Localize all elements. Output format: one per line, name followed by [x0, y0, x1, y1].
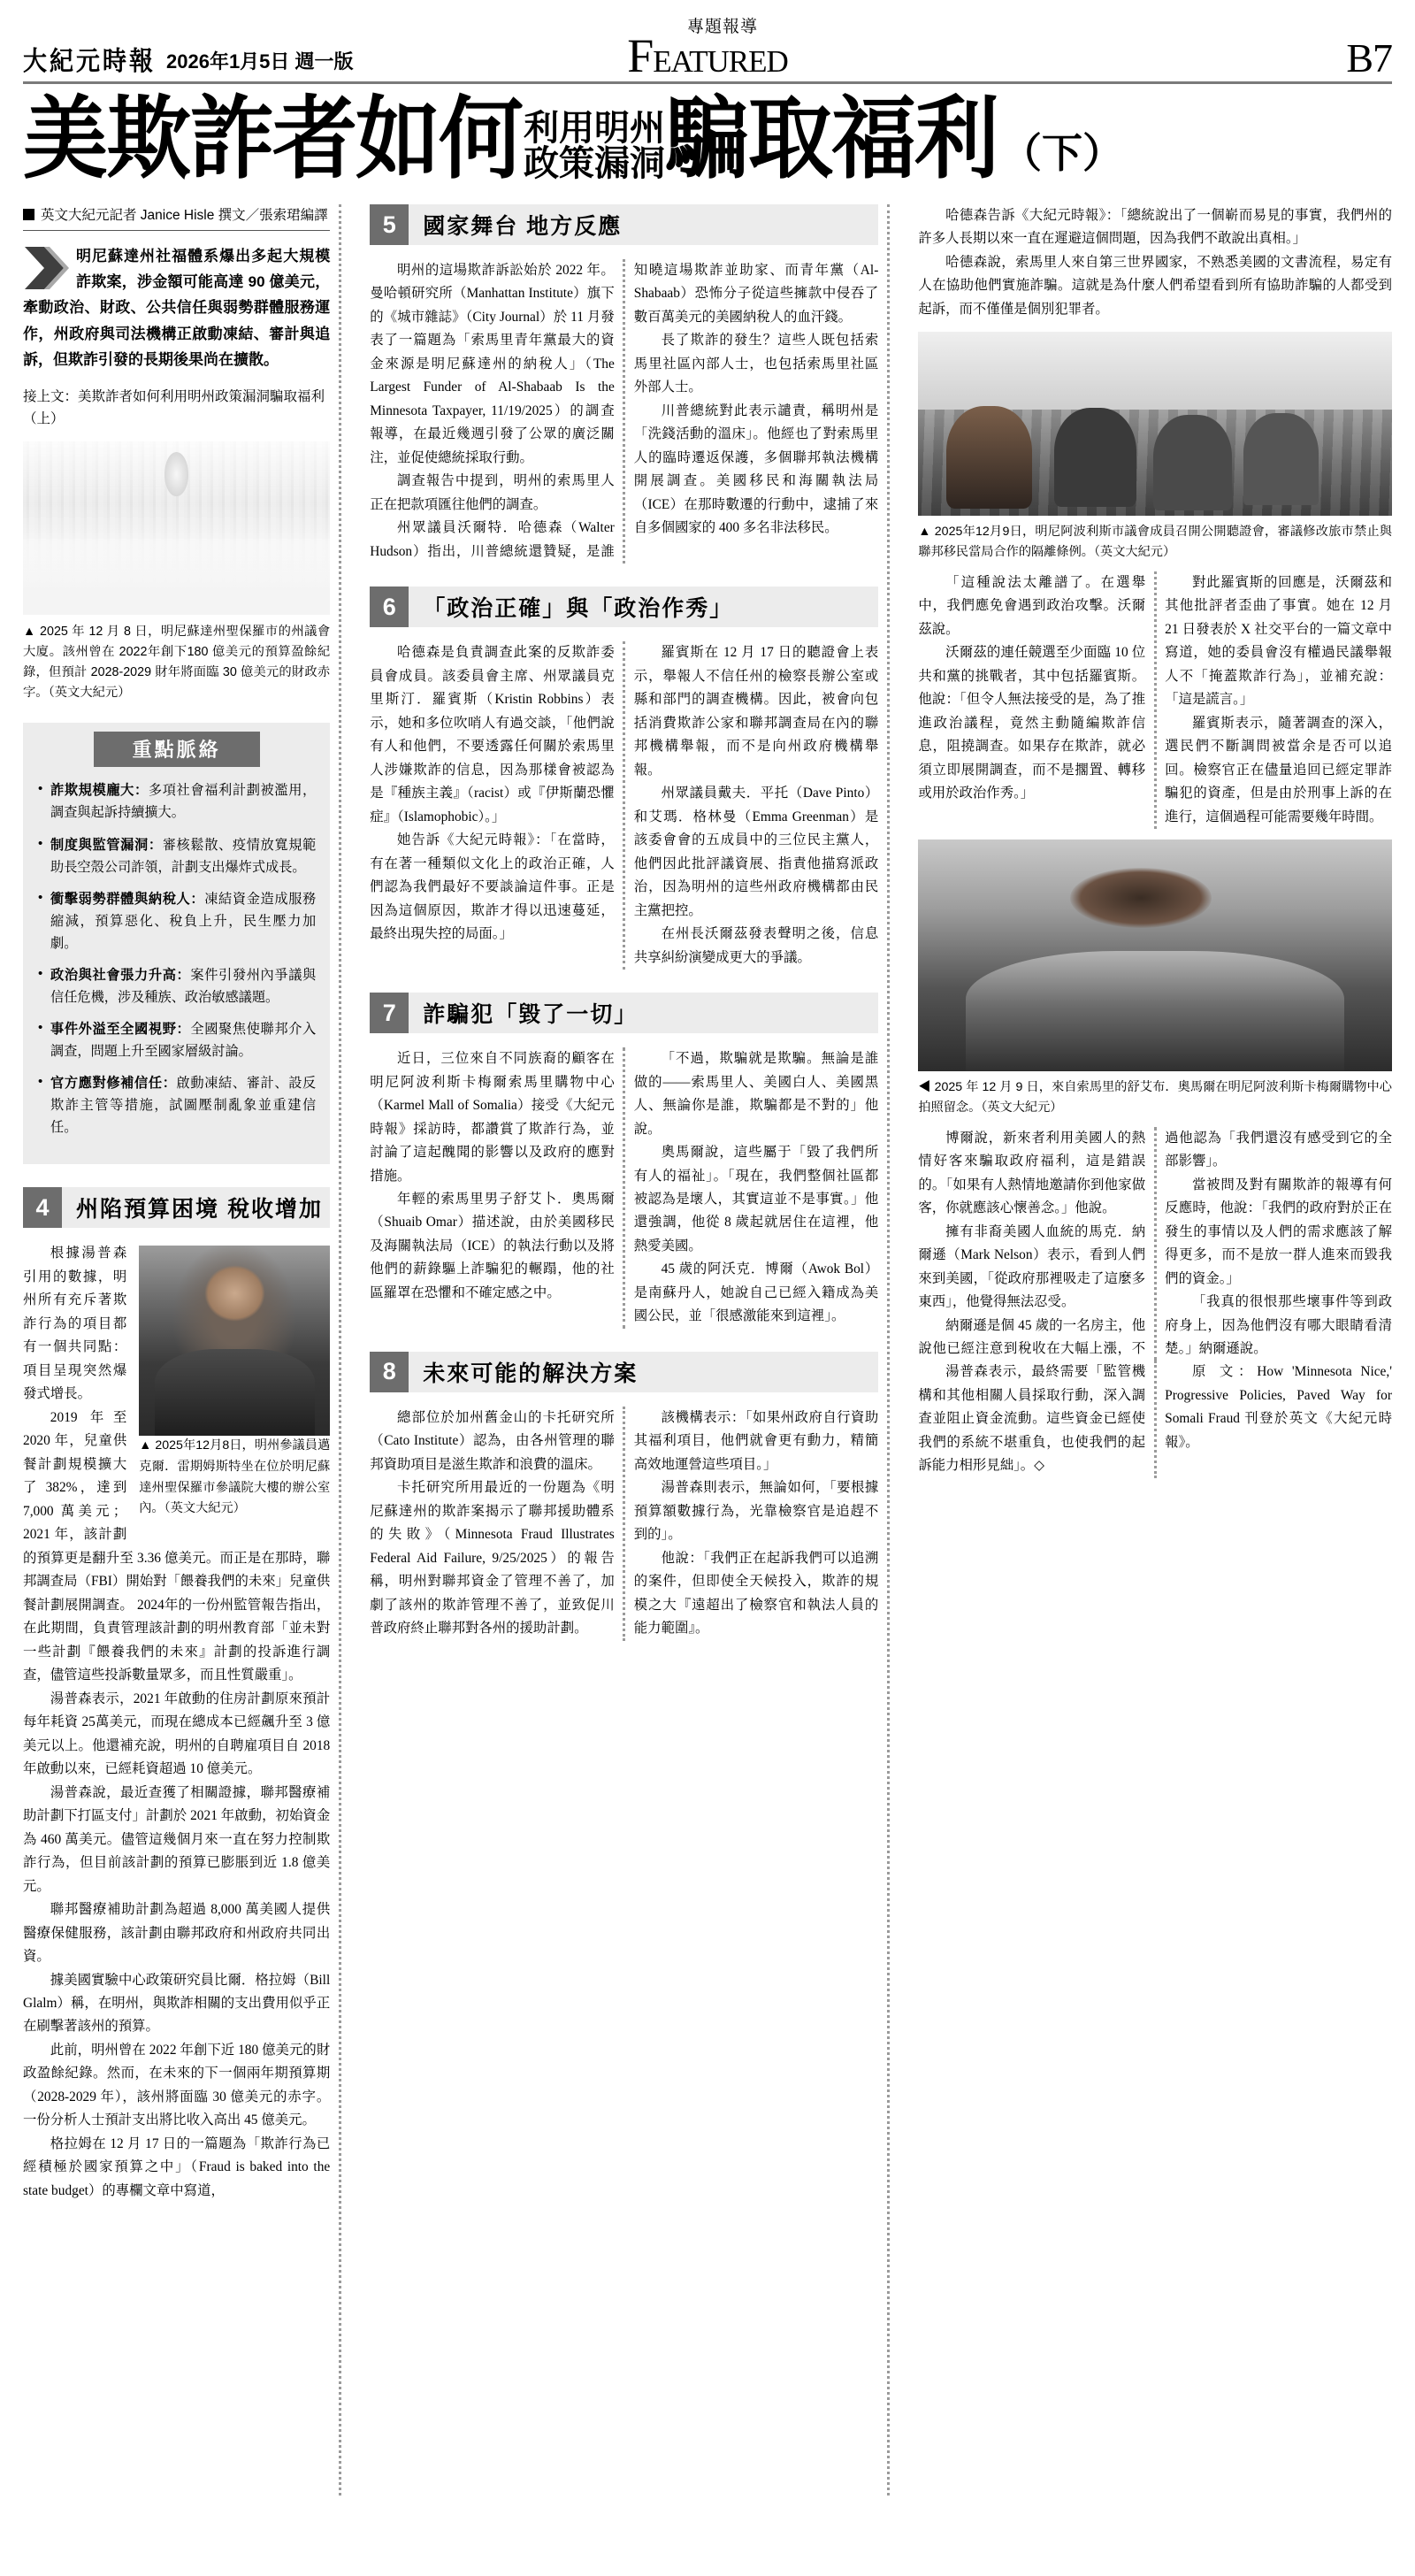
byline: [23, 204, 330, 230]
paragraph: 長了欺詐的發生？這些人既包括索馬里社區內部人士，也包括索馬里社區外部人士。: [633, 333, 879, 395]
figure-portrait-caption: ◀ 2025 年 12 月 9 日，來自索馬里的舒艾布．奧馬爾在明尼阿波利斯卡梅爾購物中心拍照留念。（英文大紀元）: [918, 1080, 1392, 1115]
section-name-english: FEATURED: [627, 29, 788, 82]
column-right: [899, 204, 1392, 2496]
paragraph: 湯普森表示，2021 年啟動的住房計劃原來預計每年耗資 25萬美元，而現在總成本已經飆升至 3 億美元以上。他還補充說，明州的自聘雇項目自 2018 年啟動以來，已經耗資超過 10 億美元。: [23, 1690, 331, 1777]
figure-portrait: [918, 840, 1392, 1117]
section-title: 詐騙犯「毀了一切」: [423, 1002, 639, 1028]
publication-logo: 大紀元時報: [23, 46, 156, 76]
section-5-body: [370, 259, 878, 564]
section-8-continuation: [918, 1361, 1392, 1477]
headline-suffix: （下）: [1001, 131, 1123, 176]
headline-subclause: [524, 108, 665, 185]
paragraph: 調查報告中提到，明州的索馬里人正在把款項匯往他們的調查。: [370, 473, 615, 512]
section-4-body: [23, 1242, 330, 2203]
key-point-text: 審核鬆散、疫情放寬規範助長空殼公司詐領，計劃支出爆炸式成長。: [50, 837, 317, 875]
key-point-text: 案件引發州內爭議與信任危機，涉及種族、政治敏感議題。: [50, 967, 317, 1006]
paragraph: 川普總統對此表示譴責，稱明州是「洗錢活動的溫床」。他經也了對索馬里人的臨時遷返保護，多個聯邦執法機構開展調查。美國移民和海關執法局（ICE）在那時數遷的行動中，逮捕了來自多個國家的 400 多名非法移民。: [633, 402, 879, 536]
section-7-body: [370, 1047, 878, 1329]
continued-from-note: 接上文：美欺詐者如何利用明州政策漏洞騙取福利（上）: [23, 389, 325, 426]
key-points-box: [23, 723, 330, 1164]
paragraph: 哈德森告訴《大紀元時報》：「總統說出了一個嶄而易見的事實，我們州的許多人長期以來一直在遲避這個問題，因為我們不敢說出真相。」: [918, 208, 1392, 247]
paragraph: 該機構表示：「如果州政府自行資助其福利項目，他們就會更有動力，精簡高效地運營這些項目。」: [633, 1409, 879, 1472]
section-number: 7: [370, 993, 409, 1033]
paragraph: 2019 年至 2020 年，兒童供餐計劃規模擴大了 382%，達到 7,000 萬美元；2021 年，該計劃的預算更是翻升至 3.36 億美元。而正是在那時，聯邦調查局（FBI）開始對「餵養我們的未來」兒童供餐計劃展開調查。 2024年的一份州監管報告指出，在此期間，負責管理該計劃的明州教育部「並未對一些計劃『餵養我們的未來』計劃的投訴進行調查，儘管這些投訴數量眾多，而且性質嚴重」。: [23, 1409, 331, 1683]
square-bullet-icon: [23, 209, 34, 220]
section-title: 「政治正確」與「政治作秀」: [423, 596, 734, 622]
figure-man-office-caption: ▲ 2025年12月8日，明州參議員邁克爾．雷期姆斯特坐在位於明尼蘇達州聖保羅市參議院大樓的辦公室內。（英文大紀元）: [139, 1438, 331, 1516]
paragraph: 羅賓斯表示，隨著調查的深入，選民們不斷調問被當余是否可以追回。檢察官正在儘量追回已經定罪詐騙犯的資產，但是由於刑事上訴的在進行，這個過程可能需要幾年時間。: [1165, 715, 1392, 824]
headline-subclause-line-2: 政策漏洞: [524, 143, 665, 183]
key-point-item: [37, 888, 316, 954]
paragraph: 博爾說，新來者利用美國人的熱情好客來騙取政府福利，這是錯誤的。「如果有人熱情地邀請你到他家做客，你就應該心懷善念。」他說。: [918, 1130, 1146, 1216]
lead-paragraph: [23, 243, 330, 372]
section-title: 國家舞台 地方反應: [423, 214, 623, 239]
paragraph: 她告訴《大紀元時報》：「在當時，有在著一種類似文化上的政治正確，人們認為我們最好不要談論這件事。正是因為這個原因，欺詐才得以迅速蔓延，最終出現失控的局面。」: [370, 832, 615, 942]
paragraph: 湯普森說，最近查獲了相關證據，聯邦醫療補助計劃下打區支付」計劃於 2021 年啟動，初始資金為 460 萬美元。儘管這幾個月來一直在努力控制欺詐行為，但目前該計劃的預算已膨脹到近 1.8 億美元。: [23, 1784, 331, 1894]
section-6-body: [370, 641, 878, 970]
key-point-item: [37, 779, 316, 824]
figure-man-office: [139, 1246, 330, 1519]
paragraph: 聯邦醫療補助計劃為超過 8,000 萬美國人提供醫療保健服務，該計劃由聯邦政府和州政府共同出資。: [23, 1902, 331, 1965]
headline-part-2: 騙取福利: [665, 88, 998, 190]
paragraph: 對此羅賓斯的回應是，沃爾茲和其他批評者歪曲了事實。她在 12 月 21 日發表於 X 社交平台的一篇文章中寫道，她的委員會沒有權過民議舉報人不「掩蓋欺詐行為」，並補充說：「這是謊言。」: [1165, 574, 1392, 708]
column-divider: [339, 204, 341, 2496]
paragraph: 45 歲的阿沃克．博爾（Awok Bol）是南蘇丹人，她說自己已經入籍成為美國公民，並「很感激能來到這裡」。: [633, 1261, 879, 1324]
byline-rule: [23, 230, 330, 231]
section-name-chinese: 專題報導: [686, 18, 759, 36]
headline-part-1: 美欺詐者如何: [23, 88, 522, 190]
key-point-lead: 詐欺規模龐大：: [50, 783, 149, 799]
key-point-text: 全國聚焦使聯邦介入調查，問題上升至國家層級討論。: [50, 1022, 317, 1060]
paragraph: 沃爾茲的連任競選至少面臨 10 位共和黨的挑戰者，其中包括羅賓斯。他說：「但令人無法接受的是，為了推進政治議程，竟然主動隨編欺詐信息，阻撓調查。如果存在欺詐，就必須立即展開調查，而不是擱置、轉移或用於政治作秀。」: [918, 645, 1146, 801]
paragraph: 「我真的很恨那些壞事件等到政府身上，因為他們沒有哪大眼睛看清楚。」納爾遜說。: [1165, 1294, 1392, 1356]
columns-container: [23, 204, 1392, 2496]
figure-council-meeting-caption: ▲ 2025年12月9日，明尼阿波利斯市議會成員召開公開聽證會，審議修改旅市禁止與聯邦移民當局合作的隔離條例。（英文大紀元）: [918, 525, 1392, 560]
section-5-continuation: [918, 204, 1392, 321]
paragraph: 擁有非裔美國人血統的馬克．納爾遜（Mark Nelson）表示，看到人們來到美國，「從政府那裡吸走了這麼多東西」，他覺得無法忍受。: [918, 1223, 1146, 1310]
section-heading-6: [370, 586, 878, 627]
paragraph: 近日，三位來自不同族裔的顧客在明尼阿波利斯卡梅爾索馬里購物中心（Karmel Mall of Somalia）接受《大紀元時報》採訪時，都讚賞了欺詐行為，並討論了這起醜聞的影響以及政府的應對措施。: [370, 1051, 615, 1184]
paragraph: 州眾議員沃爾特．哈德森（Walter Hudson）指出，川普總統還贊疑，是誰知曉這場欺詐並助家、而青年黨（Al-Shabaab）恐怖分子從這些擁款中侵吞了數百萬美元的美國納稅人的血汗錢。: [370, 263, 879, 559]
paragraph: 原 文：How 'Minnesota Nice,' Progressive Policies, Paved Way for Somali Fraud 刊登於英文《大紀元時報》。: [1165, 1364, 1392, 1450]
key-points-list: [37, 779, 316, 1138]
paragraph: 州眾議員戴夫．平托（Dave Pinto）和艾瑪．格林曼（Emma Greenman）是該委會會的五成員中的三位民主黨人，他們因此批評議資展、指責他描寫派政治，因為明州的這些州政府機構都由民主黨把控。: [633, 786, 879, 918]
paragraph: 根據湯普森引用的數據，明州所有充斥著欺詐行為的項目都有一個共同點：項目呈現突然爆發式增長。: [23, 1246, 127, 1402]
byline-text: 英文大紀元記者 Janice Hisle 撰文／張索珺編譯: [41, 208, 328, 223]
key-point-item: [37, 964, 316, 1008]
paragraph: 格拉姆在 12 月 17 日的一篇題為「欺詐行為已經積極於國家預算之中」（Fraud is baked into the state budget）的專欄文章中寫道，: [23, 2135, 331, 2198]
paragraph: 他說：「我們正在起訴我們可以追溯的案件，但即使全天候投入，欺詐的規模之大『遠超出了檢察官和執法人員的能力範圍』。: [633, 1550, 879, 1637]
paragraph: 此前，明州曾在 2022 年創下近 180 億美元的財政盈餘紀錄。然而，在未來的下一個兩年期預算期（2028-2029 年），該州將面臨 30 億美元的赤字。一份分析人士預計支出將比收入高出 45 億美元。: [23, 2042, 331, 2128]
masthead: [23, 0, 1392, 81]
page-number: B7: [1346, 35, 1392, 80]
section-number: 4: [23, 1187, 62, 1228]
somali-shop-owner-photo: [918, 840, 1392, 1071]
section-heading-5: [370, 204, 878, 245]
key-point-text: 啟動凍結、審計、設反欺詐主管等措施，試圖壓制亂象並重建信任。: [50, 1076, 317, 1136]
paragraph: 在州長沃爾茲發表聲明之後，信息共享糾紛演變成更大的爭議。: [633, 926, 879, 965]
column-left: [23, 204, 330, 2496]
paragraph: 總部位於加州舊金山的卡托研究所（Cato Institute）認為，由各州管理的聯邦資助項目是滋生欺詐和浪費的溫床。: [370, 1409, 615, 1472]
section-6-continuation: [918, 571, 1392, 829]
figure-capitol-caption: ▲ 2025 年 12 月 8 日，明尼蘇達州聖保羅市的州議會大廈。該州曾在 2022年創下180 億美元的預算盈餘紀錄，但預計 2028-2029 財年將面臨 30 億美元的財政赤字。（英文大紀元）: [23, 624, 331, 701]
section-8-body: [370, 1407, 878, 1641]
double-chevron-icon: [25, 247, 69, 289]
masthead-left: [23, 42, 354, 76]
key-points-title: 重點脈絡: [94, 732, 260, 767]
key-point-lead: 衝擊弱勢群體與納稅人：: [50, 891, 205, 907]
paragraph: 羅賓斯在 12 月 17 日的聽證會上表示，舉報人不信任州的檢察長辦公室或縣和部門的調查機構。因此，被會向包括消費欺詐公家和聯邦調查局在內的聯邦機構舉報，而不是向州政府機構舉報。: [633, 645, 879, 778]
key-point-lead: 政治與社會張力升高：: [50, 967, 191, 983]
city-council-meeting-photo: [918, 332, 1392, 516]
section-heading-7: [370, 993, 878, 1033]
section-heading-4: [23, 1187, 330, 1228]
key-point-lead: 事件外溢至全國視野：: [50, 1022, 191, 1038]
headline-subclause-line-1: 利用明州: [524, 108, 665, 148]
key-point-item: [37, 1072, 316, 1138]
section-nameplate: [627, 19, 787, 80]
paragraph: 「這種說法太離譜了。在選舉中，我們應免會遇到政治攻擊。沃爾茲說。: [918, 574, 1146, 637]
paragraph: 湯普森表示，最終需要「監管機構和其他相關人員採取行動，深入調查並阻止資金流動。這些資金已經使我們的系統不堪重負，也使我們的起訴能力相形見絀」。◇: [918, 1364, 1146, 1474]
paragraph: 卡托研究所用最近的一份題為《明尼蘇達州的欺詐案揭示了聯邦援助體系的失敗》（Minnesota Fraud Illustrates Federal Aid Failure, 9/25/2025）的報告稱，明州對聯邦資金了管理不善了，加劇了該州的欺詐管理不善了，並致促川普政府終止聯邦對各州的援助計劃。: [370, 1480, 615, 1637]
section-number: 8: [370, 1352, 409, 1392]
paragraph: 明州的這場欺詐訴訟始於 2022 年。曼哈頓研究所（Manhattan Institute）旗下的《城市雜誌》（City Journal）於 11 月發表了一篇題為「索馬里青年黨最大的資金來源是明尼蘇達州的納稅人」（The Largest Funder of Al-Shabaab Is the Minnesota Taxpayer, 11/19/2025）的調查報導，在最近幾週引發了公眾的廣泛關注，並促使總統採取行動。: [370, 263, 615, 465]
key-point-text: 凍結資金造成服務縮減，預算惡化、稅負上升，民生壓力加劇。: [50, 891, 317, 951]
key-point-text: 多項社會福利計劃被濫用，調查與起訴持續擴大。: [50, 783, 317, 821]
section-heading-8: [370, 1352, 878, 1392]
section-7-continuation: [918, 1127, 1392, 1361]
section-number: 6: [370, 586, 409, 627]
paragraph: 「不過，欺騙就是欺騙。無論是誰做的——索馬里人、美國白人、美國黑人、無論你是誰，欺騙都是不對的」他說。: [633, 1051, 879, 1137]
section-title: 未來可能的解決方案: [423, 1361, 639, 1386]
key-point-lead: 制度與監管漏洞：: [50, 837, 163, 853]
section-title: 州陷預算困境 稅收增加: [76, 1197, 323, 1223]
figure-capitol: [23, 441, 330, 704]
section-number: 5: [370, 204, 409, 245]
minnesota-state-capitol-photo: [23, 441, 330, 615]
paragraph: 年輕的索馬里男子舒艾卜．奧馬爾（Shuaib Omar）描述說，由於美國移民及海關執法局（ICE）的執法行動以及將他們的薪錄驅上詐騙犯的輾蹋，他的社區羅罩在恐懼和不確定感之中。: [370, 1191, 615, 1300]
paragraph: 據美國實驗中心政策研究員比爾．格拉姆（Bill Glalm）稱，在明州，與欺詐相關的支出費用似乎正在刷擊著該州的預算。: [23, 1972, 331, 2035]
man-in-office-photo: [139, 1246, 330, 1436]
publication-date: 2026年1月5日 週一版: [166, 50, 354, 73]
column-divider: [887, 204, 890, 2496]
figure-council-meeting: [918, 332, 1392, 562]
column-middle: [350, 204, 878, 2496]
paragraph: 納爾遜是個 45 歲的一名房主，他說他已經注意到稅收在大幅上漲，不過他認為「我們還沒有感受到它的全部影響」。: [918, 1130, 1392, 1356]
paragraph: 當被問及對有關欺詐的報導有何反應時，他說：「我們的政府對於正在發生的事情以及人們的需求應該了解得更多，而不是放一群人進來而毀我們的資金。」: [1165, 1177, 1392, 1286]
paragraph: 奧馬爾說，這些屬于「毀了我們所有人的福祉」。「現在，我們整個社區都被認為是壞人，其實這並不是事實。」他還強調，他從 8 歲起就居住在這裡，他熱愛美國。: [633, 1145, 879, 1254]
key-point-item: [37, 834, 316, 878]
lead-paragraph-text: 明尼蘇達州社福體系爆出多起大規模詐欺案，涉金額可能高達 90 億美元，牽動政治、財政、公共信任與弱勢群體服務運作，州政府與司法機構正啟動凍結、審計與追訴，但欺詐引發的長期後果尚在擴散。: [23, 248, 331, 368]
paragraph: 哈德森說，索馬里人來自第三世界國家，不熟悉美國的文書流程，易定有人在協助他們實施詐騙。這就是為什麼人們希望看到所有協助詐騙的人都受到起訴，而不僅僅是個別犯罪者。: [918, 254, 1392, 317]
paragraph: 湯普森則表示，無論如何，「要根據預算額數據行為，光靠檢察官是追趕不到的」。: [633, 1480, 879, 1543]
page-headline: [23, 84, 1392, 194]
paragraph: 哈德森是負責調查此案的反欺詐委員會成員。該委員會主席、州眾議員克里斯汀．羅賓斯（Kristin Robbins）表示，她和多位吹哨人有過交談，「他們說有人和他們，不要透露任何關於索馬里人涉嫌欺詐的信息，因為那樣會被認為是『種族主義』（racist）或『伊斯蘭恐懼症』（Islamophobic）。」: [370, 645, 615, 824]
key-point-lead: 官方應對修補信任：: [50, 1076, 177, 1092]
key-point-item: [37, 1018, 316, 1062]
